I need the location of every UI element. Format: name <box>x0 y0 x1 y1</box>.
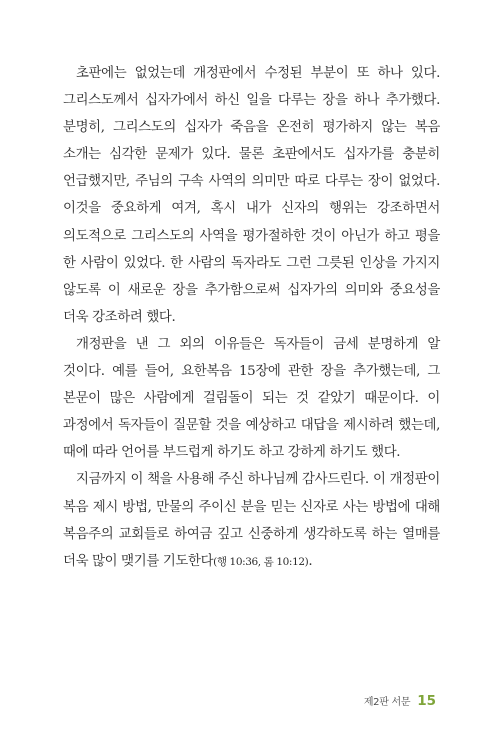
paragraph-1 <box>63 60 440 331</box>
body-text <box>63 60 440 576</box>
paragraph-3 <box>63 466 440 575</box>
scripture-reference: (행 10:36, 롬 10:12) <box>213 555 309 568</box>
page-number: 15 <box>417 693 436 709</box>
paragraph-text: 초판에는 없었는데 개정판에서 수정된 부분이 또 하나 있다. 그리스도께서 십자가에서 하신 일을 다루는 장을 하나 추가했다. 분명히, 그리스도의 십자가 죽음을 온전히 평가하지 않는 복음 소개는 심각한 문제가 있다. 물론 초판에서도 십자가를 충분히 언급했지만, 주님의 구속 사역의 의미만 따로 다루는 장이 없었다. 이것을 중요하게 여겨, 혹시 내가 신자의 행위는 강조하면서 의도적으로 그리스도의 사역을 평가절하한 것이 아닌가 하고 평을 한 사람이 있었다. 한 사람의 독자라도 그런 그릇된 인상을 가지지 않도록 이 새로운 장을 추가함으로써 십자가의 의미와 중요성을 더욱 강조하려 했다. <box>63 66 440 325</box>
page-footer <box>364 693 436 709</box>
paragraph-text: 지금까지 이 책을 사용해 주신 하나님께 감사드린다. 이 개정판이 복음 제시 방법, 만물의 주이신 분을 믿는 신자로 사는 방법에 대해 복음주의 교회들로 하여금 깊고 신중하게 생각하도록 하는 열매를 더욱 많이 맺기를 기도한다 <box>63 472 440 569</box>
paragraph-ending: . <box>308 553 313 569</box>
paragraph-text: 개정판을 낸 그 외의 이유들은 독자들이 금세 분명하게 알 것이다. 예를 들어, 요한복음 15장에 관한 장을 추가했는데, 그 본문이 많은 사람에게 걸림돌이 되는 것 같았기 때문이다. 이 과정에서 독자들이 질문할 것을 예상하고 대답을 제시하려 했는데, 때에 따라 언어를 부드럽게 하기도 하고 강하게 하기도 했다. <box>63 336 440 461</box>
paragraph-2 <box>63 331 440 466</box>
running-section-title: 제2판 서문 <box>363 697 411 708</box>
